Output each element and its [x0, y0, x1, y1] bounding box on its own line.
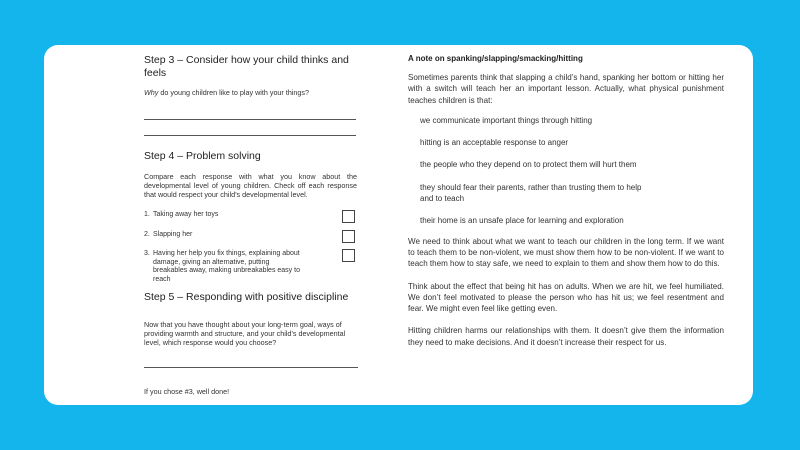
answer-line — [144, 135, 356, 136]
answer-line — [144, 119, 356, 120]
step3-question-emphasis: Why — [144, 88, 159, 97]
option-checkbox[interactable] — [342, 249, 355, 262]
article-intro: Sometimes parents think that slapping a child’s hand, spanking her bottom or hitting her with a switch will teach her an important lesson. Actually, what physical punishment teaches children is that: — [408, 73, 724, 105]
step3-title: Step 3 – Consider how your child thinks and feels — [144, 54, 349, 79]
step4-title: Step 4 – Problem solving — [144, 150, 261, 162]
option-number: 1. — [144, 211, 150, 218]
option-text: Taking away her toys — [153, 211, 219, 218]
article-title: A note on spanking/slapping/smacking/hitting — [408, 54, 583, 63]
step3-question — [144, 88, 362, 97]
step5-footer: If you chose #3, well done! — [144, 387, 230, 397]
list-item — [144, 211, 362, 222]
list-item: hitting is an acceptable response to anger — [420, 138, 569, 148]
option-number: 3. — [144, 250, 150, 257]
article-paragraph: We need to think about what we want to teach our children in the long term. If we want to teach them to be non-violent, we must show them how to be non-violent. If we want to teach them how to stay safe, we need to explain to them and show them how to do this. — [408, 236, 724, 269]
option-checkbox[interactable] — [342, 230, 355, 243]
document-page — [44, 45, 753, 405]
step4-instructions: Compare each response with what you know about the developmental level of young children. Check off each response that would respect your child’s developmental level. — [144, 172, 357, 199]
option-checkbox[interactable] — [342, 210, 355, 223]
step5-title: Step 5 – Responding with positive discipline — [144, 291, 349, 304]
step5-instructions: Now that you have thought about your long-term goal, ways of providing warmth and structure, and your child’s developmental level, which response would you choose? — [144, 320, 346, 348]
list-item — [144, 250, 362, 284]
worksheet-column — [144, 54, 362, 396]
option-text: Having her help you fix things, explaining about damage, giving an alternative, putting breakables away, making unbreakables easy to reach — [153, 250, 300, 283]
list-item — [144, 231, 362, 242]
answer-line — [144, 367, 358, 368]
article-column — [408, 54, 724, 348]
list-item: they should fear their parents, rather than trusting them to help and to teach — [420, 182, 642, 204]
list-item: the people who they depend on to protect them will hurt them — [420, 160, 637, 170]
step3-question-text: do young children like to play with your things? — [158, 88, 310, 97]
option-text: Slapping her — [153, 231, 193, 238]
list-item: we communicate important things through hitting — [420, 115, 593, 125]
list-item: their home is an unsafe place for learning and exploration — [420, 216, 624, 226]
article-paragraph: Hitting children harms our relationships with them. It doesn’t give them the information they need to make decisions. And it doesn’t increase their respect for us. — [408, 326, 724, 347]
article-paragraph: Think about the effect that being hit has on adults. When we are hit, we feel humiliated. We don’t feel motivated to please the person who has hit us; we feel resentment and fear. We might even feel like getting even. — [408, 281, 724, 314]
option-number: 2. — [144, 231, 150, 238]
response-options — [144, 211, 362, 284]
